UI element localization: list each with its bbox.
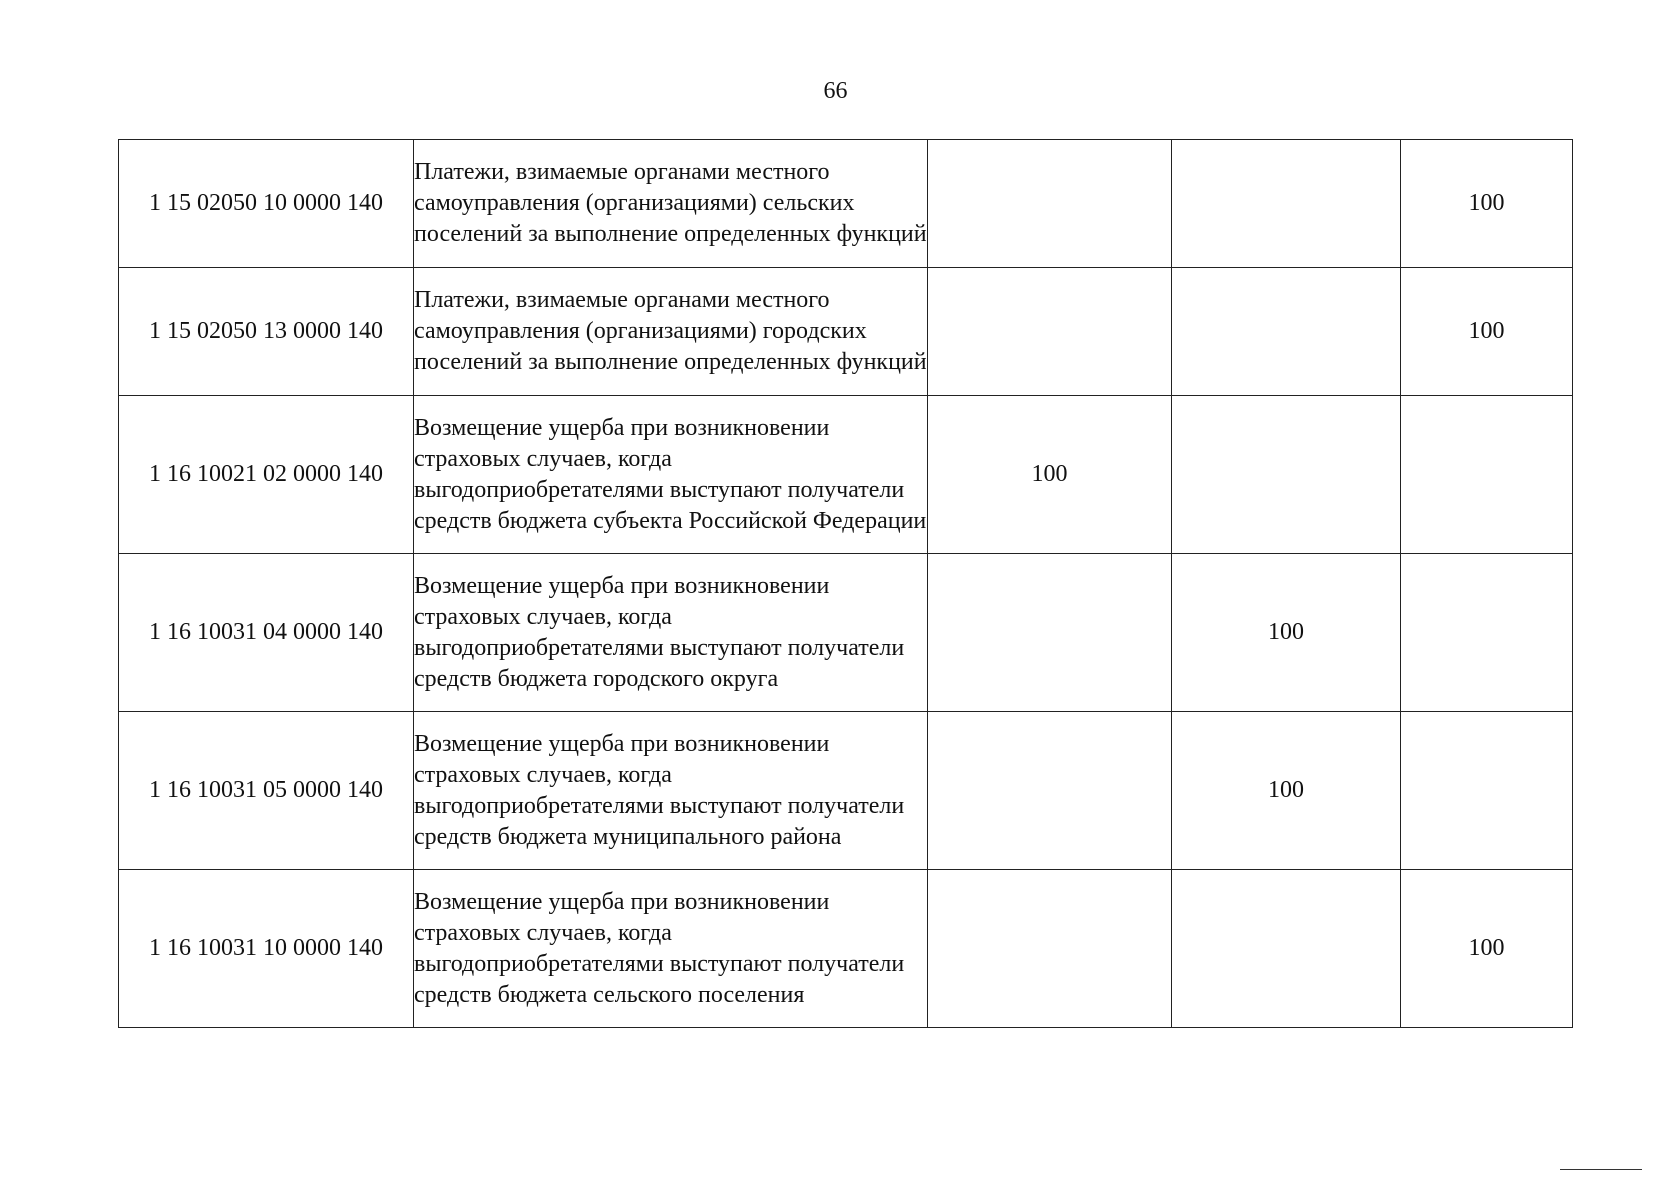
revenue-name-cell: Платежи, взимаемые органами местного самоуправления (организациями) сельских поселений за выполнение определенных функций (414, 140, 928, 268)
share-cell-col3 (928, 554, 1172, 712)
share-cell-col4 (1172, 396, 1401, 554)
revenue-name-cell: Платежи, взимаемые органами местного самоуправления (организациями) городских поселений за выполнение определенных функций (414, 268, 928, 396)
share-cell-col4: 100 (1172, 712, 1401, 870)
share-cell-col5 (1401, 712, 1573, 870)
revenue-name-cell: Возмещение ущерба при возникновении страховых случаев, когда выгодоприобретателями выступают получатели средств бюджета субъекта Российской Федерации (414, 396, 928, 554)
share-cell-col4 (1172, 870, 1401, 1028)
budget-code-cell: 1 16 10031 05 0000 140 (119, 712, 414, 870)
share-cell-col4 (1172, 140, 1401, 268)
share-cell-col3 (928, 140, 1172, 268)
share-cell-col3 (928, 870, 1172, 1028)
share-cell-col5: 100 (1401, 268, 1573, 396)
budget-code-cell: 1 16 10031 10 0000 140 (119, 870, 414, 1028)
budget-code-cell: 1 16 10031 04 0000 140 (119, 554, 414, 712)
revenue-name-cell: Возмещение ущерба при возникновении страховых случаев, когда выгодоприобретателями выступают получатели средств бюджета сельского поселения (414, 870, 928, 1028)
share-cell-col4: 100 (1172, 554, 1401, 712)
table-row (119, 396, 1573, 554)
table-row (119, 870, 1573, 1028)
share-cell-col5 (1401, 396, 1573, 554)
share-cell-col5: 100 (1401, 140, 1573, 268)
share-cell-col5 (1401, 554, 1573, 712)
share-cell-col3 (928, 268, 1172, 396)
share-cell-col3 (928, 712, 1172, 870)
table-row (119, 140, 1573, 268)
table-row (119, 554, 1573, 712)
budget-code-cell: 1 15 02050 10 0000 140 (119, 140, 414, 268)
share-cell-col5: 100 (1401, 870, 1573, 1028)
page-number: 66 (823, 78, 848, 104)
revenue-distribution-table (118, 139, 1573, 1028)
revenue-name-cell: Возмещение ущерба при возникновении страховых случаев, когда выгодоприобретателями выступают получатели средств бюджета муниципального района (414, 712, 928, 870)
table-row (119, 268, 1573, 396)
table-row (119, 712, 1573, 870)
budget-code-cell: 1 15 02050 13 0000 140 (119, 268, 414, 396)
revenue-name-cell: Возмещение ущерба при возникновении страховых случаев, когда выгодоприобретателями выступают получатели средств бюджета городского округа (414, 554, 928, 712)
scan-mark-line (1560, 1169, 1642, 1170)
share-cell-col3: 100 (928, 396, 1172, 554)
share-cell-col4 (1172, 268, 1401, 396)
budget-code-cell: 1 16 10021 02 0000 140 (119, 396, 414, 554)
